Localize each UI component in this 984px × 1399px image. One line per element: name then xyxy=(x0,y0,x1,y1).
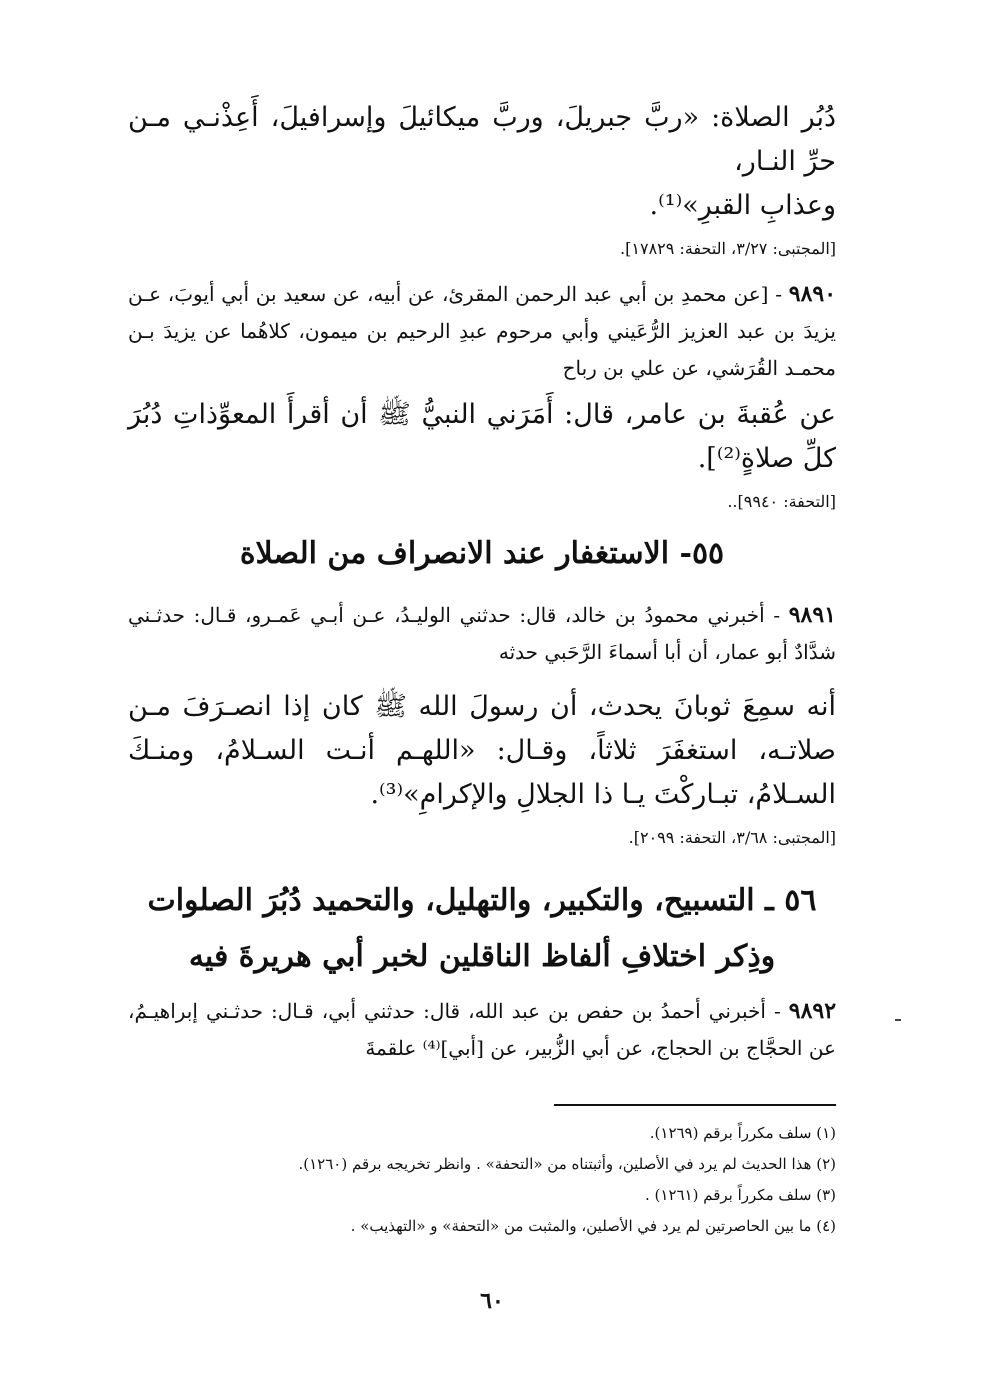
section-56-title xyxy=(128,873,836,985)
hadith-9892-chain-text: - أخبرني أحمدُ بن حفص بن عبد الله، قال: حدثني أبي، قـال: حدثـني إبراهيـمُ، عن الحجَّاج بن الحجاج، عن أبي الزُّبير، عن [أبي]⁽⁴⁾ علقمةَ xyxy=(128,999,836,1060)
section-56-title-line-2: وذِكر اختلافِ ألفاظ الناقلين لخبر أبي هريرةَ فيه xyxy=(188,939,776,974)
intro-line-2: وعذابِ القبرِ»⁽¹⁾. xyxy=(649,190,836,221)
section-55-title: ٥٥- الاستغفار عند الانصراف من الصلاة xyxy=(239,536,725,571)
footnote-4: (٤) ما بين الحاصرتين لم يرد في الأصلين، والمثبت من «التحفة» و «التهذيب» . xyxy=(350,1217,836,1235)
reference-2: [التحفة: ٩٩٤٠].. xyxy=(727,492,836,511)
hadith-9891-chain xyxy=(128,597,836,671)
page-body xyxy=(128,96,836,1067)
footnotes xyxy=(128,1104,836,1242)
reference-1: [المجتبى: ٣/٢٧، التحفة: ١٧٨٢٩]. xyxy=(620,239,836,258)
hadith-number-9891: ٩٨٩١ xyxy=(788,602,836,628)
margin-mark xyxy=(895,1019,901,1021)
hadith-9892-chain xyxy=(128,993,836,1067)
reference-3: [المجتبى: ٣/٦٨، التحفة: ٢٠٩٩]. xyxy=(628,828,836,847)
hadith-9890-chain-text: - [عن محمدِ بن أبي عبد الرحمن المقرئ، عن أبيه، عن سعيد بن أبي أيوبَ، عـن يزيدَ بن عبد العزيز الرُّعَيني وأبي مرحوم عبدِ الرحيم بن ميمون، كلاهُما عن يزيدَ بـن محمـد القُرَشي، عن علي بن رباح xyxy=(128,282,836,380)
hadith-9890-text: عن عُقبةَ بن عامر، قال: أَمَرَني النبيُّ ﷺ أن أقرأَ المعوِّذاتِ دُبُرَ كلِّ صلاةٍ⁽²⁾]. xyxy=(128,399,836,474)
hadith-9891-text: أنه سمِعَ ثوبانَ يحدث، أن رسولَ الله ﷺ كان إذا انصـرَفَ مـن صلاتـه، استغفَرَ ثلاثاً، وقـال: «اللهـم أنـت السـلامُ، ومنـكَ السـلامُ، تبـاركْتَ يـا ذا الجلالِ والإكرامِ»⁽³⁾. xyxy=(128,691,836,810)
hadith-9891-chain-text: - أخبرني محمودُ بن خالد، قال: حدثني الوليـدُ، عـن أبـي عَمـرو، قـال: حدثـني شدَّادٌ أبو عمار، أن أبا أسماءَ الرَّحَبي حدثه xyxy=(128,603,836,664)
intro-text xyxy=(128,96,836,228)
page-number: ٦٠ xyxy=(480,1288,504,1314)
footnote-3: (٣) سلف مكرراً برقم (١٢٦١) . xyxy=(645,1186,836,1204)
hadith-number-9892: ٩٨٩٢ xyxy=(788,998,837,1024)
footnote-rule xyxy=(554,1104,836,1106)
hadith-9890-chain xyxy=(128,276,836,387)
hadith-number-9890: ٩٨٩٠ xyxy=(788,281,837,307)
intro-line-1: دُبُر الصلاة: «ربَّ جبريلَ، وربَّ ميكائيلَ وإسرافيلَ، أَعِذْنـي مـن حرِّ النـار، xyxy=(128,102,836,177)
footnote-1: (١) سلف مكرراً برقم (١٢٦٩). xyxy=(649,1124,836,1142)
footnote-2: (٢) هذا الحديث لم يرد في الأصلين، وأثبتناه من «التحفة» . وانظر تخريجه برقم (١٢٦٠). xyxy=(298,1155,836,1173)
section-56-title-line-1: ٥٦ ـ التسبيح، والتكبير، والتهليل، والتحميد دُبُرَ الصلوات xyxy=(147,883,817,918)
